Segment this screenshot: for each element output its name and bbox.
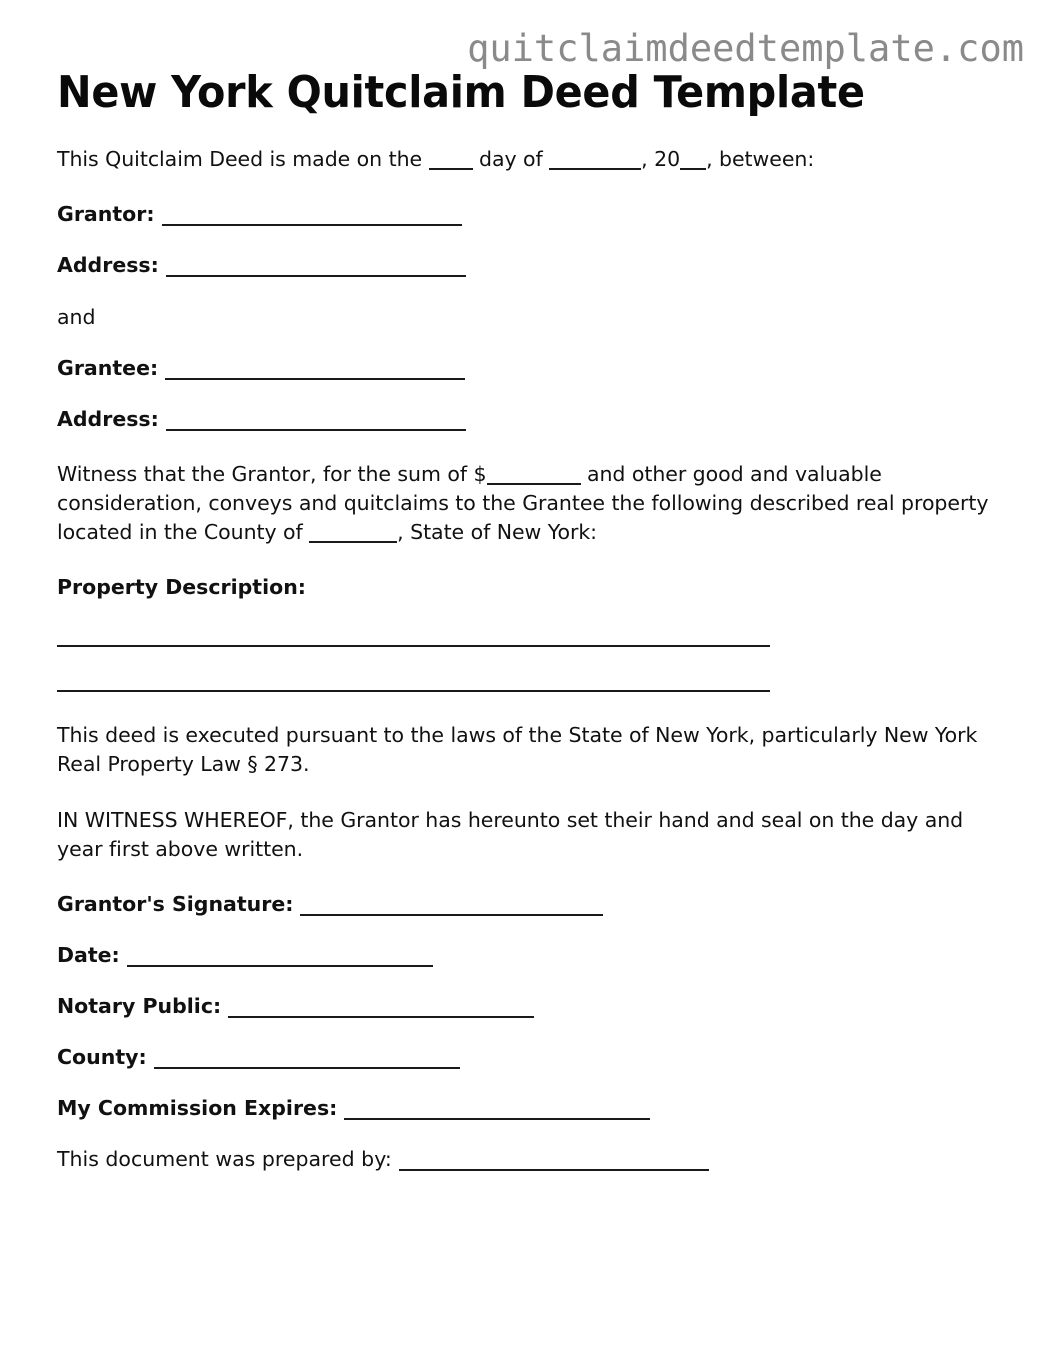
date-input-rule[interactable] bbox=[127, 965, 433, 967]
date-label: Date: bbox=[57, 942, 120, 967]
intro-text-part4: , between: bbox=[706, 147, 815, 172]
spacer bbox=[57, 1072, 997, 1094]
page-title: New York Quitclaim Deed Template bbox=[57, 67, 865, 118]
spacer bbox=[57, 547, 997, 573]
spacer bbox=[57, 864, 997, 890]
prepared-by-input-rule[interactable] bbox=[399, 1169, 709, 1171]
spacer bbox=[57, 229, 997, 251]
spacer bbox=[57, 281, 997, 303]
county-field bbox=[57, 1043, 997, 1072]
grantee-address-label: Address: bbox=[57, 406, 159, 431]
spacer bbox=[57, 1123, 997, 1145]
commission-expires-label: My Commission Expires: bbox=[57, 1096, 338, 1121]
grantor-field bbox=[57, 200, 997, 229]
spacer bbox=[57, 1021, 997, 1043]
witness-text-part2: and other good and valuable consideration, conveys and quitclaims to the Grantee the following described real property located in the County of bbox=[57, 461, 989, 545]
spacer bbox=[57, 383, 997, 405]
spacer bbox=[57, 647, 997, 690]
date-field bbox=[57, 941, 997, 970]
prepared-by-label: This document was prepared by: bbox=[57, 1147, 392, 1172]
commission-expires-field bbox=[57, 1094, 997, 1123]
prepared-by-field bbox=[57, 1145, 997, 1174]
commission-expires-input-rule[interactable] bbox=[344, 1118, 650, 1120]
grantor-address-field bbox=[57, 251, 997, 280]
notary-public-field bbox=[57, 992, 997, 1021]
grantee-address-input-rule[interactable] bbox=[166, 429, 466, 431]
notary-public-label: Notary Public: bbox=[57, 994, 222, 1019]
spacer bbox=[57, 332, 997, 354]
witness-whereof-paragraph: IN WITNESS WHEREOF, the Grantor has hereunto set their hand and seal on the day and year first above written. bbox=[57, 807, 964, 861]
grantor-address-input-rule[interactable] bbox=[166, 275, 466, 277]
intro-text-part2: day of bbox=[472, 147, 550, 172]
grantee-address-field bbox=[57, 405, 997, 434]
grantor-input-rule[interactable] bbox=[162, 224, 462, 226]
spacer bbox=[57, 970, 997, 992]
spacer bbox=[57, 919, 997, 941]
spacer bbox=[57, 780, 997, 806]
month-blank[interactable] bbox=[549, 168, 641, 170]
document-body bbox=[57, 117, 997, 1174]
site-watermark: quitclaimdeedtemplate.com bbox=[467, 27, 1024, 70]
county-name-blank[interactable] bbox=[309, 541, 397, 543]
property-description-heading bbox=[57, 573, 997, 602]
grantee-label: Grantee: bbox=[57, 355, 159, 380]
spacer bbox=[57, 174, 997, 200]
property-description-label: Property Description: bbox=[57, 575, 306, 600]
grantor-signature-field bbox=[57, 890, 997, 919]
witness-consideration-paragraph bbox=[57, 460, 997, 547]
and-connector: and bbox=[57, 304, 96, 329]
spacer bbox=[57, 602, 997, 645]
intro-text-part3: , 20 bbox=[641, 147, 681, 172]
grantor-signature-label: Grantor's Signature: bbox=[57, 891, 294, 916]
grantor-label: Grantor: bbox=[57, 202, 155, 227]
witness-text-part1: Witness that the Grantor, for the sum of $ bbox=[57, 461, 487, 486]
spacer bbox=[57, 434, 997, 460]
witness-text-part3: , State of New York: bbox=[397, 520, 598, 545]
grantee-field bbox=[57, 354, 997, 383]
grantor-signature-input-rule[interactable] bbox=[300, 914, 603, 916]
intro-text-part1: This Quitclaim Deed is made on the bbox=[57, 147, 429, 172]
day-blank[interactable] bbox=[429, 168, 473, 170]
execution-clause-paragraph: This deed is executed pursuant to the laws of the State of New York, particularly New York Real Property Law § 273. bbox=[57, 723, 978, 777]
county-input-rule[interactable] bbox=[154, 1067, 460, 1069]
sum-amount-blank[interactable] bbox=[487, 483, 581, 485]
grantor-address-label: Address: bbox=[57, 253, 159, 278]
county-label: County: bbox=[57, 1045, 147, 1070]
grantee-input-rule[interactable] bbox=[165, 378, 465, 380]
year-blank[interactable] bbox=[680, 168, 706, 170]
intro-paragraph bbox=[57, 145, 997, 174]
spacer bbox=[57, 692, 997, 721]
notary-public-input-rule[interactable] bbox=[228, 1016, 534, 1018]
